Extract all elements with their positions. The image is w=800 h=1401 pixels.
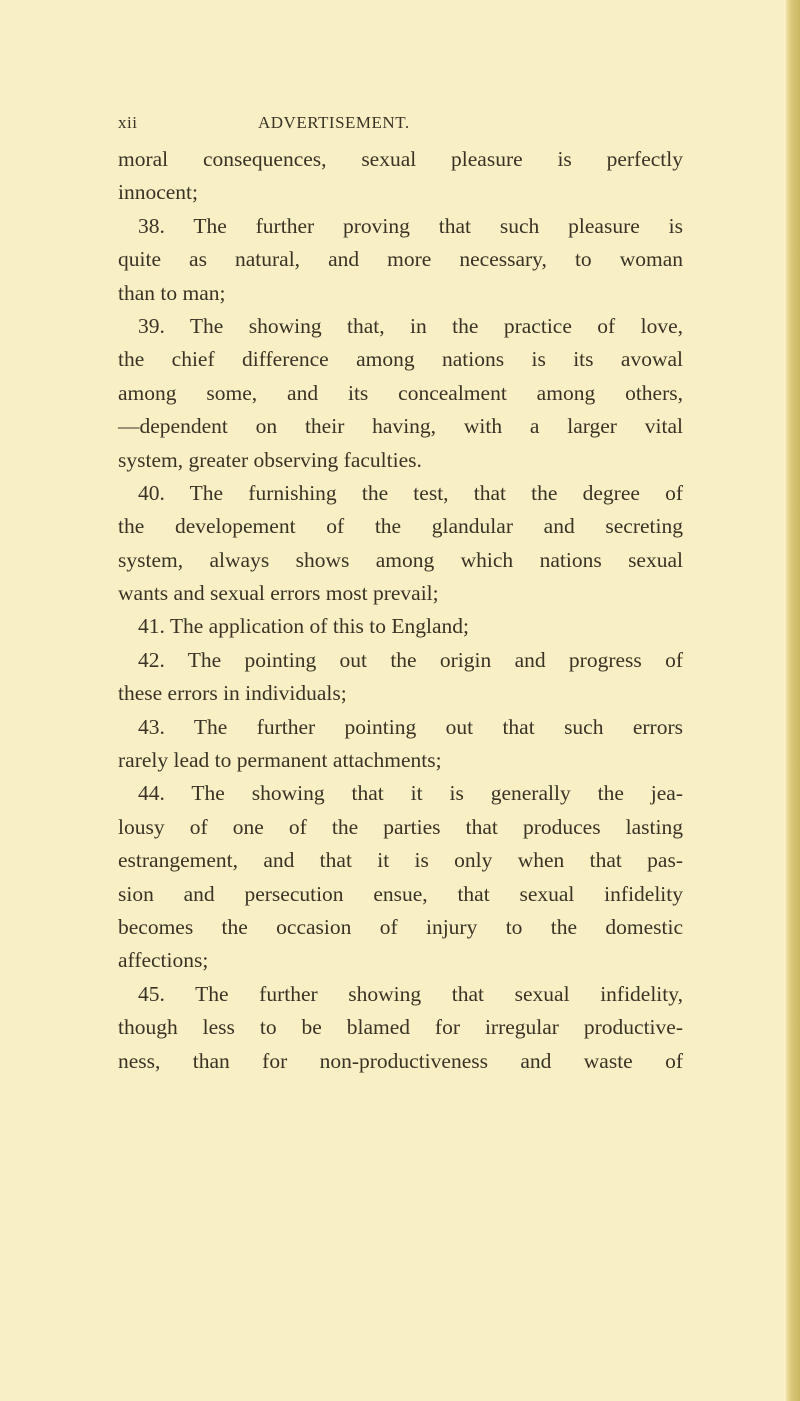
text-line: —dependent on their having, with a larger vital xyxy=(118,414,683,439)
running-title: ADVERTISEMENT. xyxy=(258,113,410,132)
text-line: estrangement, and that it is only when that pas- xyxy=(118,848,683,873)
text-line: wants and sexual errors most prevail; xyxy=(118,581,439,606)
text-line: 39. The showing that, in the practice of love, xyxy=(138,313,683,338)
page-number: xii xyxy=(118,113,138,132)
page-body xyxy=(118,143,683,1078)
text-line: sion and persecution ensue, that sexual infidelity xyxy=(118,881,683,906)
text-line: lousy of one of the parties that produces lasting xyxy=(118,814,683,839)
text-line: 38. The further proving that such pleasure is xyxy=(138,213,683,238)
text-line: system, greater observing faculties. xyxy=(118,447,422,472)
text-line: among some, and its concealment among others, xyxy=(118,380,683,405)
text-line: quite as natural, and more necessary, to woman xyxy=(118,247,683,272)
text-line: the chief difference among nations is its avowal xyxy=(118,347,683,372)
text-line: system, always shows among which nations sexual xyxy=(118,547,683,572)
text-line: the developement of the glandular and secreting xyxy=(118,514,683,539)
text-line: 43. The further pointing out that such errors xyxy=(138,714,683,739)
text-line: these errors in individuals; xyxy=(118,681,347,706)
text-line: ness, than for non-productiveness and waste of xyxy=(118,1048,683,1073)
text-line: 41. The application of this to England; xyxy=(138,614,470,639)
text-line: 45. The further showing that sexual infidelity, xyxy=(138,981,683,1006)
text-line: though less to be blamed for irregular productive- xyxy=(118,1015,683,1040)
text-line: 40. The furnishing the test, that the degree of xyxy=(138,480,683,505)
text-line: affections; xyxy=(118,948,209,973)
text-line: 44. The showing that it is generally the jea- xyxy=(138,781,683,806)
text-line: 42. The pointing out the origin and progress of xyxy=(138,647,683,672)
page-edge xyxy=(786,0,800,1401)
text-line: moral consequences, sexual pleasure is perfectly xyxy=(118,147,683,171)
text-line: rarely lead to permanent attachments; xyxy=(118,748,442,773)
text-line: innocent; xyxy=(118,180,199,205)
text-line: than to man; xyxy=(118,280,226,305)
text-line: becomes the occasion of injury to the domestic xyxy=(118,914,683,939)
